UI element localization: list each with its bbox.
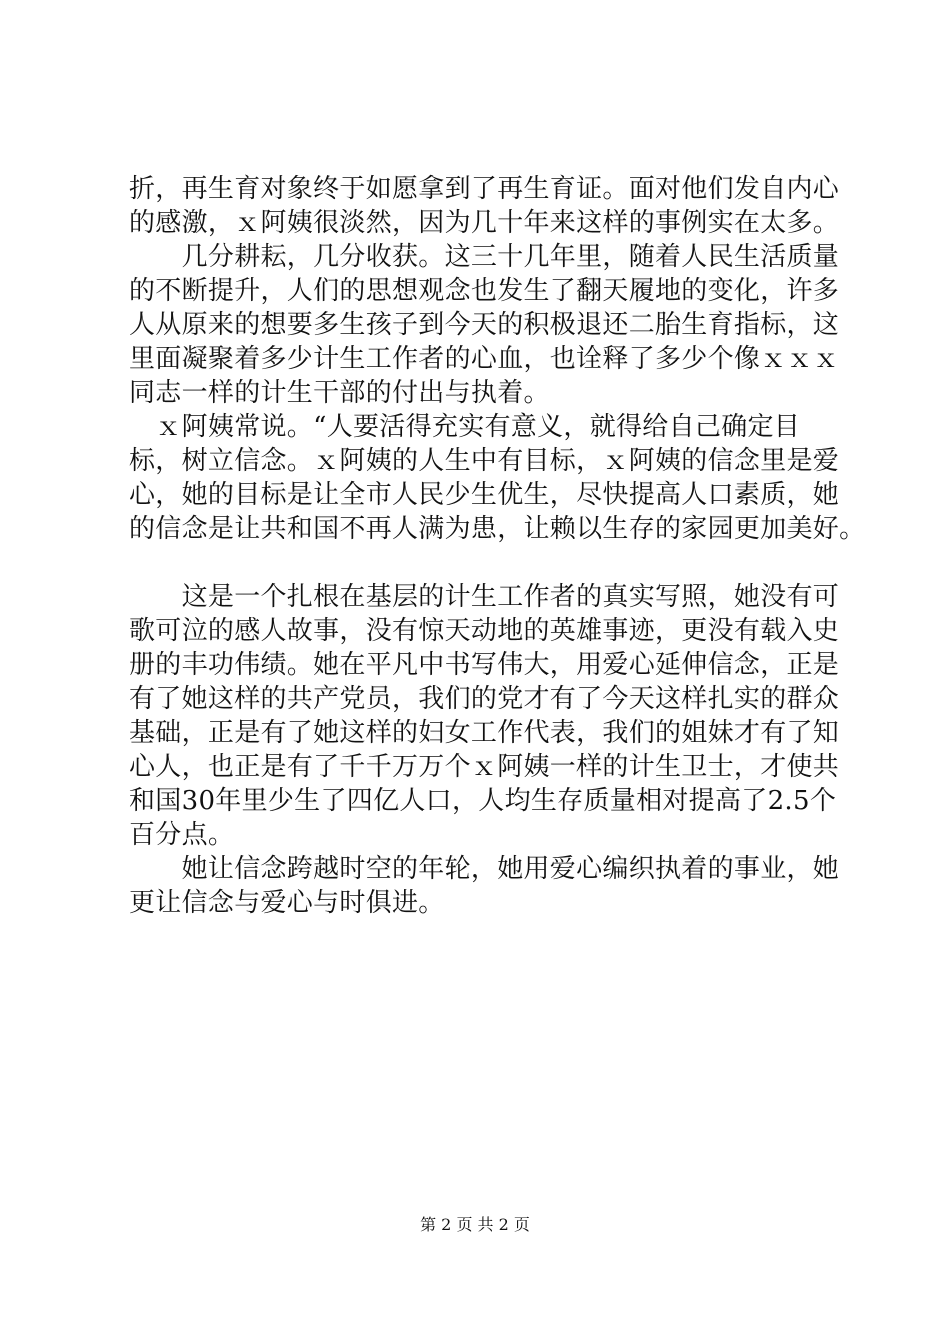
text-line: 里面凝聚着多少计生工作者的心血，也诠释了多少个像ｘｘｘ	[129, 344, 840, 374]
page-footer	[0, 1214, 950, 1236]
text-line: 更让信念与爱心与时俱进。	[129, 888, 445, 918]
text-line: 百分点。	[129, 820, 235, 850]
page-number-label: 第 2 页 共 2 页	[420, 1215, 530, 1234]
text-line: 她让信念跨越时空的年轮，她用爱心编织执着的事业，她	[129, 854, 840, 884]
document-body	[129, 172, 866, 920]
text-line: 有了她这样的共产党员，我们的党才有了今天这样扎实的群众	[129, 684, 840, 714]
text-line: 心，她的目标是让全市人民少生优生，尽快提高人口素质，她	[129, 480, 840, 510]
text-line: 折，再生育对象终于如愿拿到了再生育证。面对他们发自内心	[129, 174, 840, 204]
text-line: 的不断提升，人们的思想观念也发生了翻天履地的变化，许多	[129, 276, 840, 306]
text-line: 的信念是让共和国不再人满为患，让赖以生存的家园更加美好。	[129, 514, 866, 544]
text-line: 歌可泣的感人故事，没有惊天动地的英雄事迹，更没有载入史	[129, 616, 840, 646]
text-line: 人从原来的想要多生孩子到今天的积极退还二胎生育指标，这	[129, 310, 840, 340]
paragraph-gap	[129, 546, 839, 580]
text-line: 同志一样的计生干部的付出与执着。	[129, 378, 550, 408]
text-line: 心人，也正是有了千千万万个ｘ阿姨一样的计生卫士，才使共	[129, 752, 840, 782]
text-line: 标，树立信念。ｘ阿姨的人生中有目标，ｘ阿姨的信念里是爱	[129, 446, 840, 476]
text-line: 的感激，ｘ阿姨很淡然，因为几十年来这样的事例实在太多。	[129, 208, 840, 238]
text-line: 基础，正是有了她这样的妇女工作代表，我们的姐妹才有了知	[129, 718, 840, 748]
text-line: 册的丰功伟绩。她在平凡中书写伟大，用爱心延伸信念，正是	[129, 650, 840, 680]
text-line: 这是一个扎根在基层的计生工作者的真实写照，她没有可	[129, 582, 840, 612]
text-line: 几分耕耘，几分收获。这三十几年里，随着人民生活质量	[129, 242, 840, 272]
text-line: ｘ阿姨常说。“人要活得充实有意义，就得给自己确定目	[129, 412, 801, 442]
text-line: 和国30年里少生了四亿人口，人均生存质量相对提高了2.5个	[129, 786, 837, 816]
